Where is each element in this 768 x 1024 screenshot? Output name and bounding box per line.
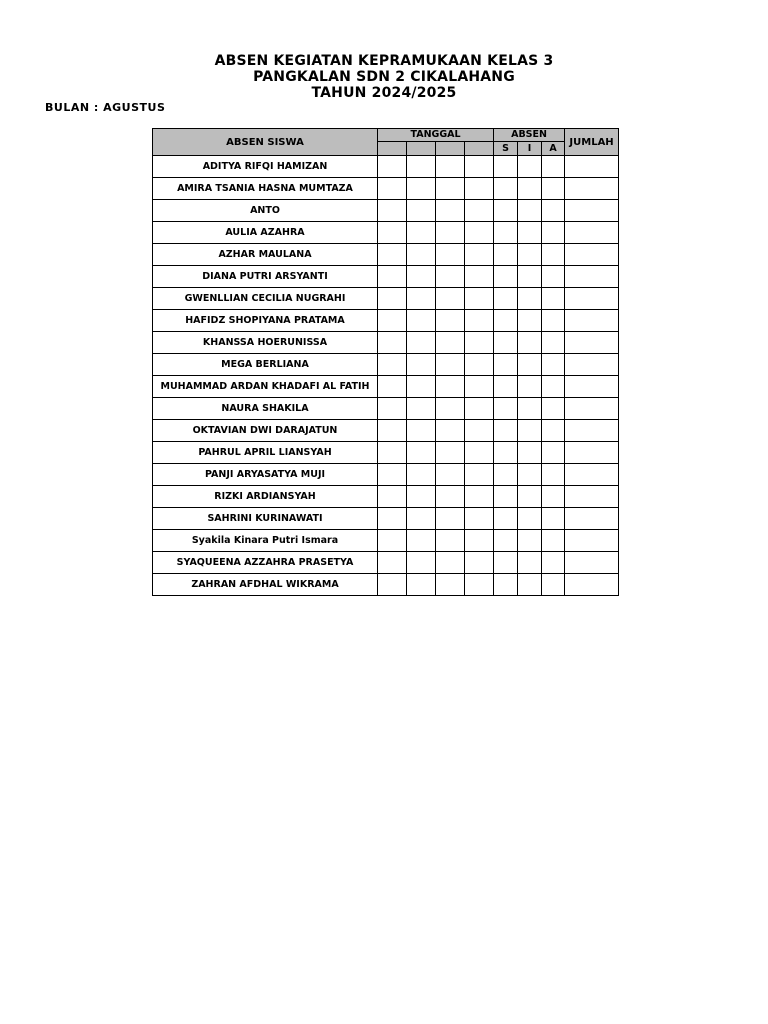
header-date-cell	[378, 142, 407, 156]
total-cell[interactable]	[565, 398, 619, 420]
absent-cell[interactable]	[542, 398, 565, 420]
header-absent: A	[542, 142, 565, 156]
date-cell[interactable]	[407, 442, 436, 464]
permit-cell[interactable]	[518, 178, 542, 200]
total-cell[interactable]	[565, 310, 619, 332]
date-cell[interactable]	[465, 530, 494, 552]
total-cell[interactable]	[565, 574, 619, 596]
table-row	[153, 178, 619, 200]
sick-cell[interactable]	[494, 266, 518, 288]
date-cell[interactable]	[407, 244, 436, 266]
date-cell[interactable]	[436, 420, 465, 442]
table-row	[153, 266, 619, 288]
date-cell[interactable]	[378, 376, 407, 398]
header-date: TANGGAL	[378, 129, 494, 142]
student-name: SAHRINI KURINAWATI	[153, 508, 378, 530]
header-absence: ABSEN	[494, 129, 565, 142]
date-cell[interactable]	[378, 530, 407, 552]
date-cell[interactable]	[465, 266, 494, 288]
absent-cell[interactable]	[542, 552, 565, 574]
document-year: TAHUN 2024/2025	[311, 85, 457, 101]
attendance-table	[152, 128, 619, 596]
table-row	[153, 310, 619, 332]
date-cell[interactable]	[465, 508, 494, 530]
document-title: ABSEN KEGIATAN KEPRAMUKAAN KELAS 3	[214, 53, 554, 69]
date-cell[interactable]	[407, 574, 436, 596]
date-cell[interactable]	[436, 574, 465, 596]
table-row	[153, 354, 619, 376]
date-cell[interactable]	[407, 354, 436, 376]
student-name: GWENLLIAN CECILIA NUGRAHI	[153, 288, 378, 310]
header-sick: S	[494, 142, 518, 156]
absent-cell[interactable]	[542, 486, 565, 508]
total-cell[interactable]	[565, 486, 619, 508]
student-name: KHANSSA HOERUNISSA	[153, 332, 378, 354]
table-row	[153, 530, 619, 552]
header-date-cell	[407, 142, 436, 156]
date-cell[interactable]	[378, 442, 407, 464]
date-cell[interactable]	[436, 376, 465, 398]
table-row	[153, 288, 619, 310]
date-cell[interactable]	[465, 310, 494, 332]
date-cell[interactable]	[465, 222, 494, 244]
date-cell[interactable]	[407, 332, 436, 354]
date-cell[interactable]	[465, 332, 494, 354]
absent-cell[interactable]	[542, 376, 565, 398]
date-cell[interactable]	[378, 354, 407, 376]
sick-cell[interactable]	[494, 156, 518, 178]
absent-cell[interactable]	[542, 156, 565, 178]
sick-cell[interactable]	[494, 354, 518, 376]
date-cell[interactable]	[465, 420, 494, 442]
student-name: OKTAVIAN DWI DARAJATUN	[153, 420, 378, 442]
date-cell[interactable]	[465, 486, 494, 508]
permit-cell[interactable]	[518, 464, 542, 486]
date-cell[interactable]	[407, 288, 436, 310]
date-cell[interactable]	[407, 398, 436, 420]
permit-cell[interactable]	[518, 266, 542, 288]
date-cell[interactable]	[407, 310, 436, 332]
sick-cell[interactable]	[494, 442, 518, 464]
student-name: PAHRUL APRIL LIANSYAH	[153, 442, 378, 464]
student-name: ADITYA RIFQI HAMIZAN	[153, 156, 378, 178]
permit-cell[interactable]	[518, 288, 542, 310]
date-cell[interactable]	[465, 574, 494, 596]
student-name: AULIA AZAHRA	[153, 222, 378, 244]
total-cell[interactable]	[565, 332, 619, 354]
month-label: BULAN	[45, 101, 90, 114]
permit-cell[interactable]	[518, 156, 542, 178]
date-cell[interactable]	[436, 354, 465, 376]
total-cell[interactable]	[565, 354, 619, 376]
table-row	[153, 376, 619, 398]
date-cell[interactable]	[465, 288, 494, 310]
permit-cell[interactable]	[518, 200, 542, 222]
student-name: RIZKI ARDIANSYAH	[153, 486, 378, 508]
permit-cell[interactable]	[518, 508, 542, 530]
permit-cell[interactable]	[518, 420, 542, 442]
date-cell[interactable]	[378, 332, 407, 354]
date-cell[interactable]	[407, 486, 436, 508]
date-cell[interactable]	[378, 244, 407, 266]
month-separator: :	[89, 101, 104, 114]
permit-cell[interactable]	[518, 310, 542, 332]
date-cell[interactable]	[465, 376, 494, 398]
date-cell[interactable]	[465, 178, 494, 200]
header-date-cell	[436, 142, 465, 156]
student-name: ANTO	[153, 200, 378, 222]
table-row	[153, 442, 619, 464]
sick-cell[interactable]	[494, 420, 518, 442]
date-cell[interactable]	[378, 178, 407, 200]
date-cell[interactable]	[436, 508, 465, 530]
sick-cell[interactable]	[494, 244, 518, 266]
student-name: MUHAMMAD ARDAN KHADAFI AL FATIH	[153, 376, 378, 398]
date-cell[interactable]	[378, 288, 407, 310]
total-cell[interactable]	[565, 464, 619, 486]
date-cell[interactable]	[378, 200, 407, 222]
permit-cell[interactable]	[518, 376, 542, 398]
date-cell[interactable]	[465, 156, 494, 178]
absent-cell[interactable]	[542, 178, 565, 200]
student-name: PANJI ARYASATYA MUJI	[153, 464, 378, 486]
date-cell[interactable]	[436, 442, 465, 464]
sick-cell[interactable]	[494, 574, 518, 596]
date-cell[interactable]	[378, 574, 407, 596]
sick-cell[interactable]	[494, 464, 518, 486]
student-name: ZAHRAN AFDHAL WIKRAMA	[153, 574, 378, 596]
absent-cell[interactable]	[542, 420, 565, 442]
date-cell[interactable]	[436, 486, 465, 508]
date-cell[interactable]	[378, 486, 407, 508]
table-row	[153, 156, 619, 178]
table-row	[153, 200, 619, 222]
absent-cell[interactable]	[542, 508, 565, 530]
absent-cell[interactable]	[542, 464, 565, 486]
permit-cell[interactable]	[518, 398, 542, 420]
absent-cell[interactable]	[542, 288, 565, 310]
absent-cell[interactable]	[542, 266, 565, 288]
permit-cell[interactable]	[518, 574, 542, 596]
date-cell[interactable]	[407, 552, 436, 574]
date-cell[interactable]	[378, 420, 407, 442]
date-cell[interactable]	[436, 552, 465, 574]
permit-cell[interactable]	[518, 222, 542, 244]
absent-cell[interactable]	[542, 200, 565, 222]
date-cell[interactable]	[378, 508, 407, 530]
table-row	[153, 486, 619, 508]
date-cell[interactable]	[436, 178, 465, 200]
total-cell[interactable]	[565, 508, 619, 530]
date-cell[interactable]	[465, 442, 494, 464]
date-cell[interactable]	[407, 508, 436, 530]
total-cell[interactable]	[565, 266, 619, 288]
absent-cell[interactable]	[542, 244, 565, 266]
date-cell[interactable]	[436, 244, 465, 266]
sick-cell[interactable]	[494, 200, 518, 222]
date-cell[interactable]	[436, 288, 465, 310]
date-cell[interactable]	[465, 200, 494, 222]
total-cell[interactable]	[565, 530, 619, 552]
total-cell[interactable]	[565, 156, 619, 178]
permit-cell[interactable]	[518, 354, 542, 376]
date-cell[interactable]	[465, 398, 494, 420]
date-cell[interactable]	[378, 464, 407, 486]
date-cell[interactable]	[436, 266, 465, 288]
table-row	[153, 574, 619, 596]
date-cell[interactable]	[436, 200, 465, 222]
date-cell[interactable]	[465, 354, 494, 376]
date-cell[interactable]	[436, 156, 465, 178]
table-row	[153, 332, 619, 354]
student-name: SYAQUEENA AZZAHRA PRASETYA	[153, 552, 378, 574]
document-subtitle: PANGKALAN SDN 2 CIKALAHANG	[253, 69, 515, 85]
sick-cell[interactable]	[494, 178, 518, 200]
date-cell[interactable]	[407, 530, 436, 552]
table-row	[153, 420, 619, 442]
date-cell[interactable]	[378, 222, 407, 244]
student-rows	[153, 156, 619, 596]
table-row	[153, 244, 619, 266]
table-row	[153, 552, 619, 574]
student-name: NAURA SHAKILA	[153, 398, 378, 420]
sick-cell[interactable]	[494, 376, 518, 398]
date-cell[interactable]	[407, 420, 436, 442]
month-value: AGUSTUS	[103, 101, 166, 114]
sick-cell[interactable]	[494, 398, 518, 420]
absent-cell[interactable]	[542, 354, 565, 376]
date-cell[interactable]	[436, 222, 465, 244]
date-cell[interactable]	[407, 266, 436, 288]
date-cell[interactable]	[436, 310, 465, 332]
permit-cell[interactable]	[518, 552, 542, 574]
student-name: HAFIDZ SHOPIYANA PRATAMA	[153, 310, 378, 332]
total-cell[interactable]	[565, 376, 619, 398]
date-cell[interactable]	[378, 310, 407, 332]
date-cell[interactable]	[436, 464, 465, 486]
total-cell[interactable]	[565, 288, 619, 310]
sick-cell[interactable]	[494, 222, 518, 244]
sick-cell[interactable]	[494, 530, 518, 552]
permit-cell[interactable]	[518, 244, 542, 266]
date-cell[interactable]	[378, 156, 407, 178]
date-cell[interactable]	[465, 464, 494, 486]
date-cell[interactable]	[378, 552, 407, 574]
header-date-cell	[465, 142, 494, 156]
total-cell[interactable]	[565, 222, 619, 244]
date-cell[interactable]	[407, 222, 436, 244]
date-cell[interactable]	[378, 266, 407, 288]
sick-cell[interactable]	[494, 552, 518, 574]
date-cell[interactable]	[407, 200, 436, 222]
permit-cell[interactable]	[518, 486, 542, 508]
table-row	[153, 464, 619, 486]
total-cell[interactable]	[565, 178, 619, 200]
permit-cell[interactable]	[518, 332, 542, 354]
sick-cell[interactable]	[494, 288, 518, 310]
sick-cell[interactable]	[494, 332, 518, 354]
permit-cell[interactable]	[518, 530, 542, 552]
date-cell[interactable]	[465, 552, 494, 574]
total-cell[interactable]	[565, 420, 619, 442]
sick-cell[interactable]	[494, 508, 518, 530]
student-name: AMIRA TSANIA HASNA MUMTAZA	[153, 178, 378, 200]
date-cell[interactable]	[436, 530, 465, 552]
date-cell[interactable]	[465, 244, 494, 266]
student-name: DIANA PUTRI ARSYANTI	[153, 266, 378, 288]
absent-cell[interactable]	[542, 222, 565, 244]
absent-cell[interactable]	[542, 310, 565, 332]
date-cell[interactable]	[378, 398, 407, 420]
sick-cell[interactable]	[494, 486, 518, 508]
total-cell[interactable]	[565, 442, 619, 464]
date-cell[interactable]	[407, 156, 436, 178]
table-row	[153, 398, 619, 420]
absent-cell[interactable]	[542, 574, 565, 596]
permit-cell[interactable]	[518, 442, 542, 464]
date-cell[interactable]	[407, 376, 436, 398]
student-name: MEGA BERLIANA	[153, 354, 378, 376]
date-cell[interactable]	[407, 464, 436, 486]
date-cell[interactable]	[436, 332, 465, 354]
date-cell[interactable]	[436, 398, 465, 420]
absent-cell[interactable]	[542, 442, 565, 464]
absent-cell[interactable]	[542, 332, 565, 354]
student-name: AZHAR MAULANA	[153, 244, 378, 266]
header-permit: I	[518, 142, 542, 156]
sick-cell[interactable]	[494, 310, 518, 332]
table-row	[153, 508, 619, 530]
month-line	[45, 101, 165, 114]
table-row	[153, 222, 619, 244]
total-cell[interactable]	[565, 552, 619, 574]
header-total: JUMLAH	[565, 129, 619, 156]
date-cell[interactable]	[407, 178, 436, 200]
total-cell[interactable]	[565, 200, 619, 222]
student-name: Syakila Kinara Putri Ismara	[153, 530, 378, 552]
absent-cell[interactable]	[542, 530, 565, 552]
header-student-name: ABSEN SISWA	[153, 129, 378, 156]
total-cell[interactable]	[565, 244, 619, 266]
